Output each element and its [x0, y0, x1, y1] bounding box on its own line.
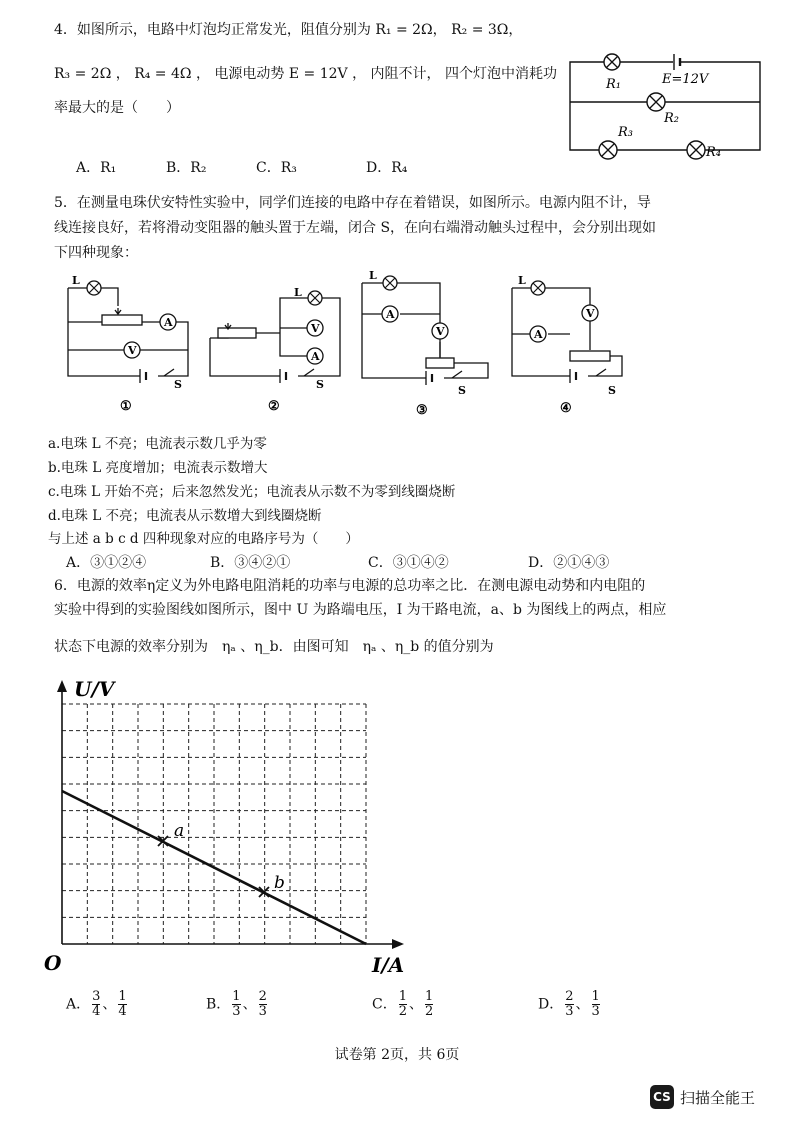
- circuit-2: [210, 298, 340, 383]
- q6-option-a-frac1: [92, 990, 100, 1019]
- q5-observation-d: d.电珠 L 不亮；电流表从示数增大到线圈烧断: [48, 508, 322, 524]
- label-r3: R₃: [618, 125, 633, 140]
- c4-switch-label: S: [608, 384, 616, 397]
- q6-option-b-frac2: [259, 990, 267, 1019]
- frac-den: 3: [232, 1004, 241, 1019]
- c2-voltmeter-label: V: [311, 322, 320, 335]
- q5-observation-b: b.电珠 L 亮度增加；电流表示数增大: [48, 460, 268, 476]
- q4-line3: 率最大的是（ ）: [54, 100, 180, 116]
- frac-den: 3: [591, 1004, 600, 1019]
- frac-den: 3: [565, 1004, 574, 1019]
- circuit-3: [362, 283, 488, 385]
- page-footer: 试卷第 2页，共 6页: [334, 1047, 460, 1063]
- q5-line1: 5．在测量电珠伏安特性实验中，同学们连接的电路中存在着错误，如图所示。电源内阻不计，导: [54, 195, 651, 211]
- q4-line2: R₃ = 2Ω ， R₄ = 4Ω ， 电源电动势 E = 12V ， 内阻不计， 四个灯泡中消耗功: [54, 66, 557, 82]
- q6-option-a-letter: A．: [66, 996, 91, 1013]
- y-axis-label: U/V: [74, 677, 115, 701]
- point-a-label: a: [174, 821, 185, 841]
- q4-option-b: B．R₂: [166, 160, 207, 176]
- label-r1: R₁: [606, 77, 621, 92]
- q6-option-b-letter: B．: [206, 996, 231, 1013]
- label-emf: E=12V: [662, 72, 709, 87]
- q4-circuit-diagram: [560, 50, 770, 165]
- frac-num: 2: [565, 989, 574, 1004]
- q4-line1: 4．如图所示，电路中灯泡均正常发光，阻值分别为 R₁ = 2Ω， R₂ = 3Ω，: [54, 22, 523, 38]
- q4-option-d: D．R₄: [366, 160, 408, 176]
- y-axis-arrow-icon: [57, 680, 67, 692]
- q6-option-a: [66, 990, 129, 1019]
- q5-line2: 线连接良好，若将滑动变阻器的触头置于左端，闭合 S，在向右端滑动触头过程中，会分别出现如: [54, 220, 657, 236]
- c1-caption: ①: [120, 399, 132, 414]
- q6-option-c-letter: C．: [372, 996, 397, 1013]
- q5-option-b: B．③④②①: [210, 555, 291, 571]
- q6-option-d: [538, 990, 602, 1019]
- q6-option-a-frac2: [118, 990, 126, 1019]
- point-b-label: b: [274, 873, 285, 893]
- frac-num: 1: [398, 989, 407, 1004]
- q6-option-b-frac1: [232, 990, 240, 1019]
- c1-switch-label: S: [174, 378, 182, 391]
- c1-voltmeter-label: V: [128, 344, 137, 357]
- origin-label: O: [44, 951, 62, 975]
- c1-ammeter-label: A: [164, 316, 173, 329]
- frac-num: 3: [92, 989, 101, 1004]
- x-axis-arrow-icon: [392, 939, 404, 949]
- q5-circuit-diagrams: [40, 268, 640, 423]
- frac-num: 1: [425, 989, 434, 1004]
- camscanner-logo-icon: CS: [650, 1085, 674, 1109]
- q6-option-d-frac1: [565, 990, 573, 1019]
- q6-option-c: [372, 990, 435, 1019]
- frac-num: 2: [258, 989, 267, 1004]
- c4-ammeter-label: A: [534, 328, 543, 341]
- lamp-r4-icon: [687, 141, 705, 159]
- watermark-text: 扫描全能王: [680, 1088, 756, 1107]
- frac-num: 1: [118, 989, 127, 1004]
- frac-den: 4: [118, 1004, 127, 1019]
- c2-lamp-label: L: [294, 286, 302, 299]
- frac-den: 3: [258, 1004, 267, 1019]
- c3-caption: ③: [416, 403, 428, 418]
- c4-caption: ④: [560, 401, 572, 416]
- q5-option-d: D．②①④③: [528, 555, 610, 571]
- label-r2: R₂: [664, 111, 679, 126]
- q6-option-d-letter: D．: [538, 996, 564, 1013]
- q5-prompt: 与上述 a b c d 四种现象对应的电路序号为（ ）: [48, 531, 359, 547]
- q6-line3: 状态下电源的效率分别为 ηₐ 、η_b．由图可知 ηₐ 、η_b 的值分别为: [54, 639, 494, 655]
- q6-line1: 6．电源的效率η定义为外电路电阻消耗的功率与电源的总功率之比．在测电源电动势和内电阻的: [54, 578, 646, 594]
- c4-lamp-label: L: [518, 274, 526, 287]
- q5-observation-a: a.电珠 L 不亮；电流表示数几乎为零: [48, 436, 267, 452]
- q4-option-a: A．R₁: [76, 160, 117, 176]
- q5-observation-c: c.电珠 L 开始不亮；后来忽然发光；电流表从示数不为零到线圈烧断: [48, 484, 456, 500]
- lamp-r3-icon: [599, 141, 617, 159]
- q4-option-c: C．R₃: [256, 160, 297, 176]
- lamp-r1-icon: [604, 54, 620, 70]
- lamp-r2-icon: [647, 93, 665, 111]
- c2-switch-label: S: [316, 378, 324, 391]
- c4-voltmeter-label: V: [586, 307, 595, 320]
- c3-voltmeter-label: V: [436, 325, 445, 338]
- c1-lamp-label: L: [72, 274, 80, 287]
- q6-option-c-frac2: [425, 990, 433, 1019]
- battery-icon: [673, 53, 681, 71]
- c3-ammeter-label: A: [386, 308, 395, 321]
- frac-den: 2: [425, 1004, 434, 1019]
- q6-option-d-sep: 、: [575, 996, 590, 1013]
- scanner-watermark: [650, 1085, 755, 1109]
- frac-den: 4: [92, 1004, 101, 1019]
- q6-option-b: [206, 990, 269, 1019]
- label-r4: R₄: [706, 145, 721, 160]
- frac-num: 1: [232, 989, 241, 1004]
- q6-ui-graph: [38, 676, 418, 981]
- c3-lamp-label: L: [369, 269, 377, 282]
- q5-line3: 下四种现象：: [54, 245, 138, 261]
- graph-grid: [62, 704, 366, 944]
- q6-option-c-frac1: [399, 990, 407, 1019]
- q6-option-d-frac2: [592, 990, 600, 1019]
- q6-option-c-sep: 、: [409, 996, 423, 1013]
- x-axis-label: I/A: [372, 953, 405, 977]
- circuit-1: [68, 288, 188, 383]
- frac-den: 2: [398, 1004, 407, 1019]
- frac-num: 1: [591, 989, 600, 1004]
- circuit-4: [512, 288, 622, 383]
- q6-option-b-sep: 、: [242, 996, 257, 1013]
- c2-caption: ②: [268, 399, 280, 414]
- q5-option-c: C．③①④②: [368, 555, 449, 571]
- c2-ammeter-label: A: [311, 350, 320, 363]
- q6-option-a-sep: 、: [102, 996, 117, 1013]
- c3-switch-label: S: [458, 384, 466, 397]
- q5-option-a: A．③①②④: [66, 555, 147, 571]
- q6-line2: 实验中得到的实验图线如图所示，图中 U 为路端电压，I 为干路电流，a、b 为图线上的两点，相应: [54, 602, 667, 618]
